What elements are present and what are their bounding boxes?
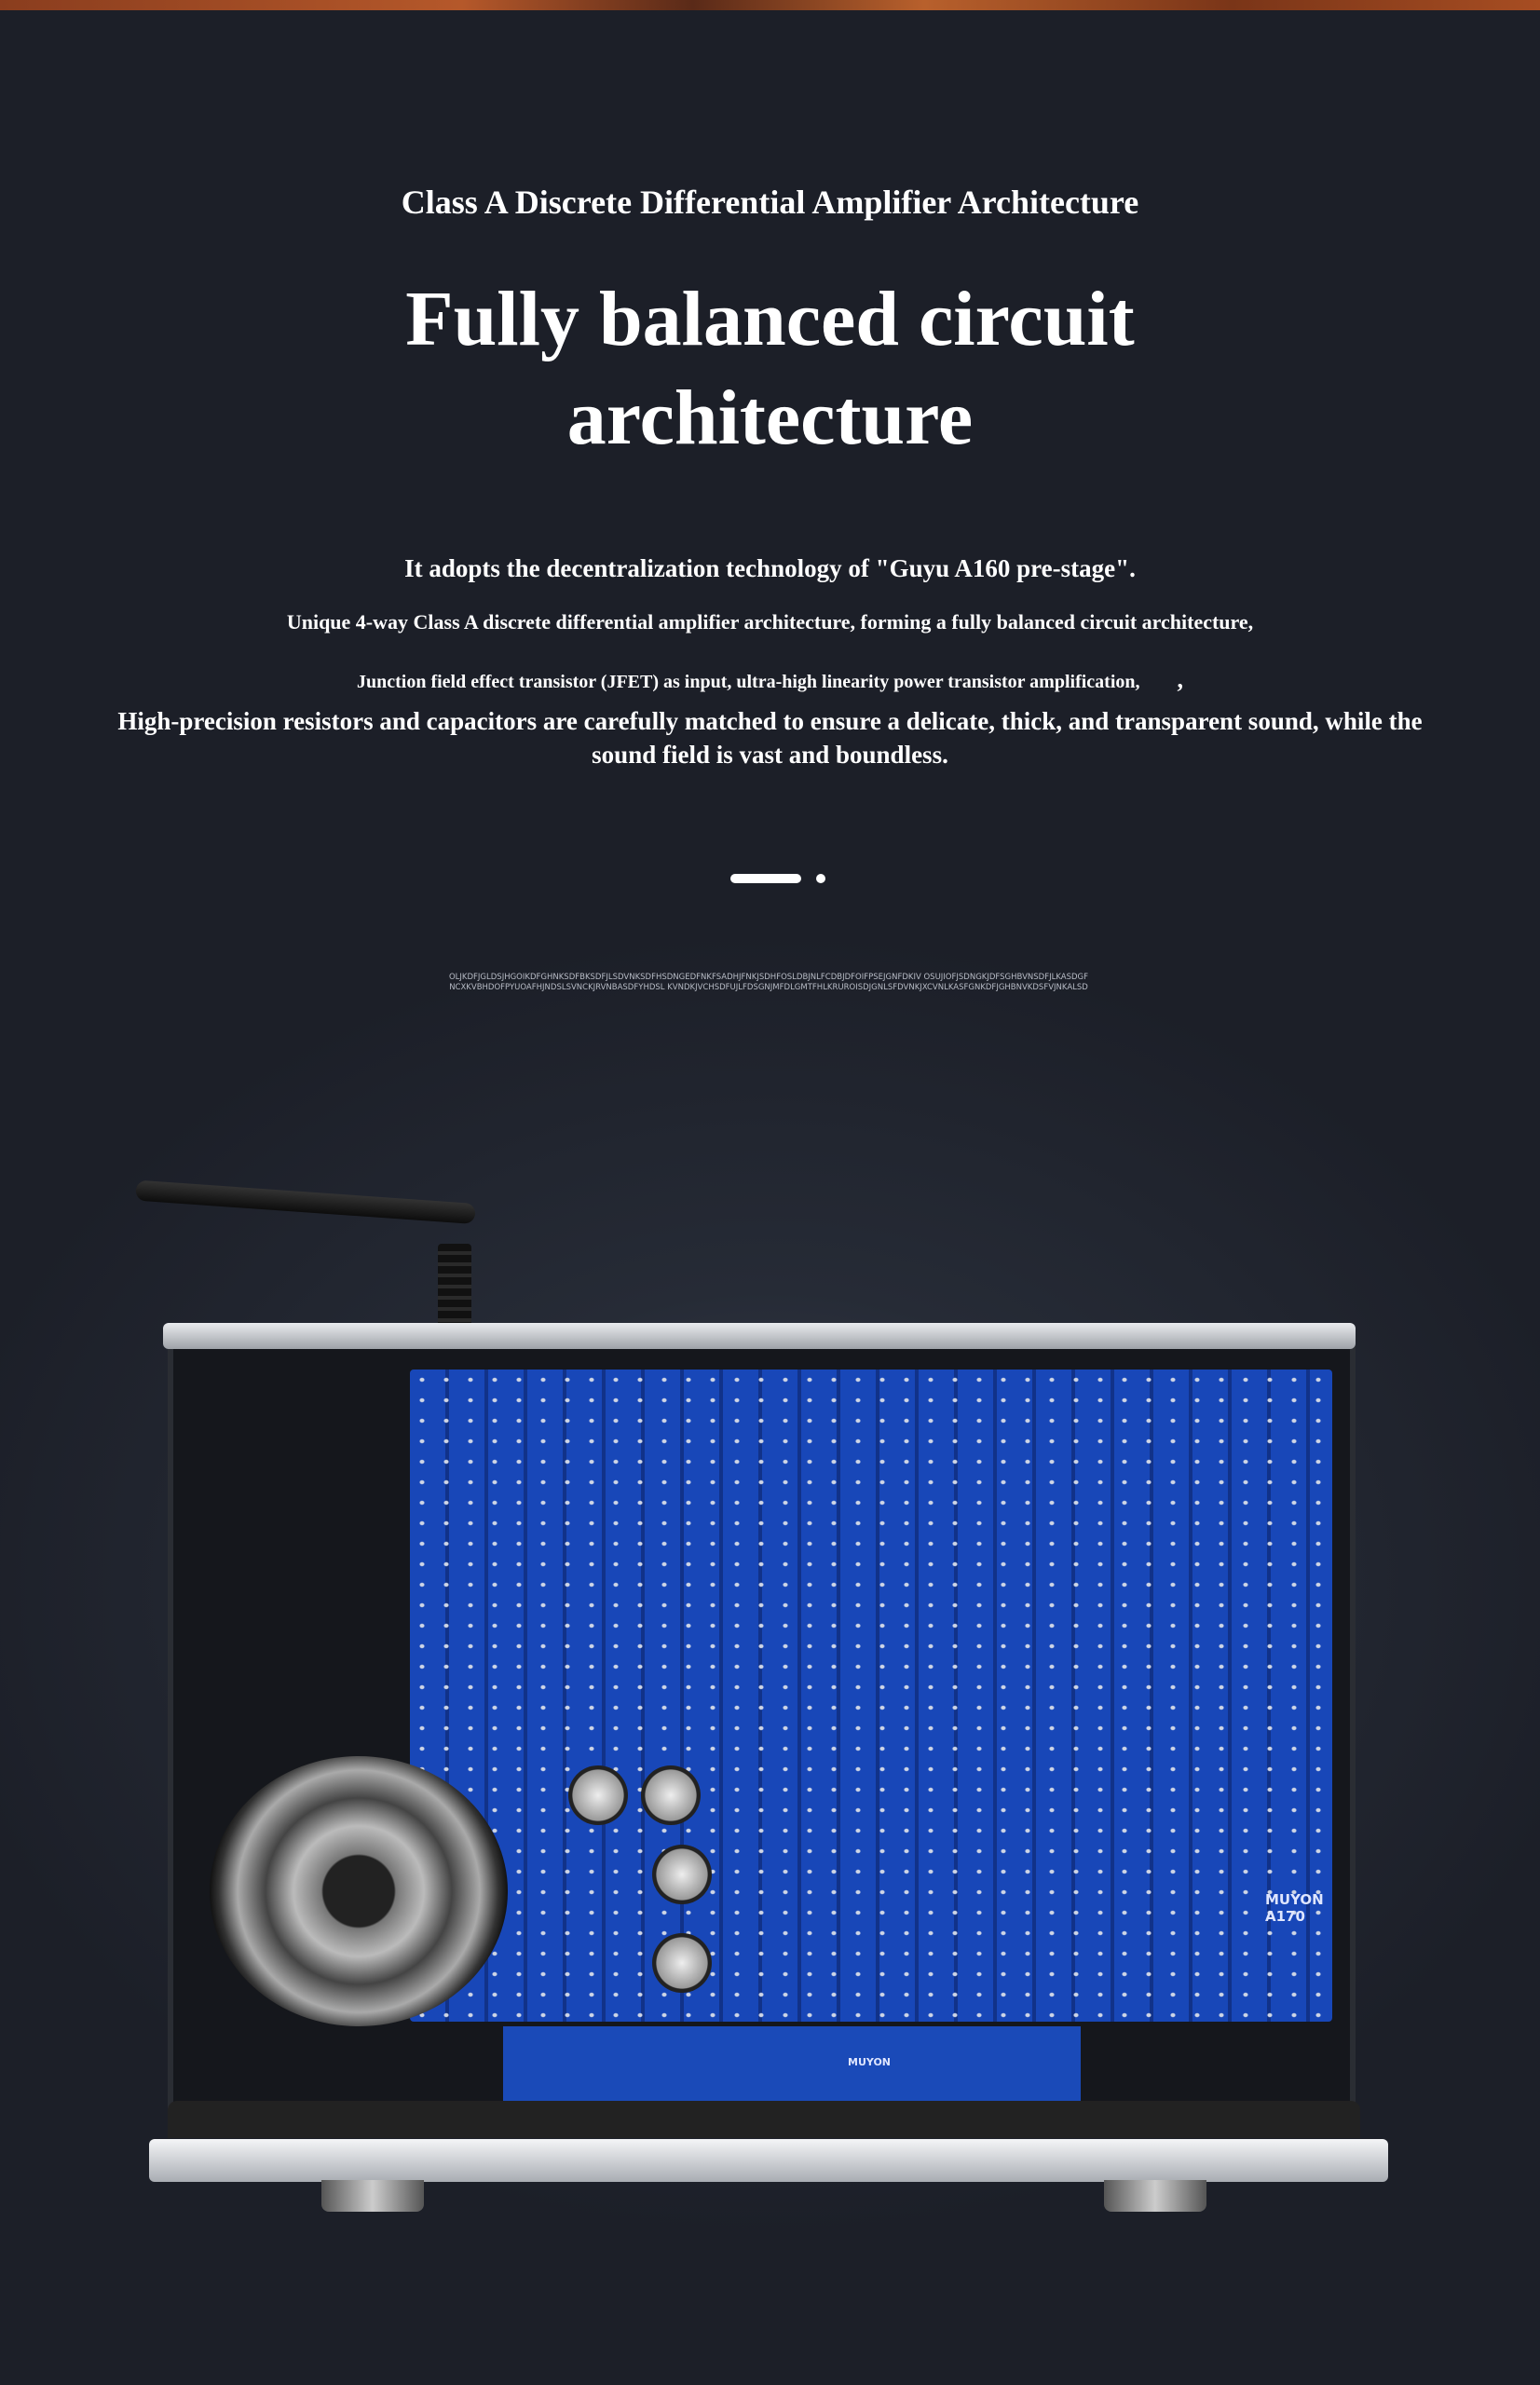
main-circuit-board (410, 1370, 1332, 2022)
antenna (135, 1180, 476, 1224)
title-line-1: Fully balanced circuit (405, 276, 1135, 362)
foot (321, 2180, 424, 2212)
front-board-logo: MUYON (848, 2056, 892, 2068)
antenna-connector (438, 1244, 471, 1332)
board-logo-text: MUYON (1265, 1891, 1324, 1908)
capacitor (641, 1765, 701, 1825)
front-panel (149, 2139, 1388, 2182)
description-line-1: It adopts the decentralization technology of "Guyu A160 pre-stage". (404, 554, 1136, 582)
title-line-2: architecture (566, 375, 974, 461)
rear-panel (163, 1323, 1356, 1349)
capacitor (652, 1933, 712, 1993)
board-model-text: A170 (1265, 1908, 1305, 1925)
stray-comma: , (1177, 666, 1184, 693)
front-panel-top (168, 2101, 1360, 2138)
description-line-3: Junction field effect transistor (JFET) as input, ultra-high linearity power transistor amplification, (356, 672, 1140, 692)
description-line-4: High-precision resistors and capacitors are carefully matched to ensure a delicate, thick, and transparent sound, while the sound field is vast and boundless. (117, 707, 1423, 769)
fine-print: OLJKDFJGLDSJHGOIKDFGHNKSDFBKSDFJLSDVNKSDFHSDNGEDFNKFSADHJFNKJSDHFOSLDBJNLFCDBJDFOIFPSEJGNFDKIV OSUJIOFJSDNGKJDFSGHBVNSDFJLKASDGFNCXKVBHDOFPYUOAFHJNDSLSVNCKJRVNBASDFYHDSL KVNDKJVCHSDFUJLFDSGNJMFDLGMTFHLKRUROISDJGNLSFDVNKJXCVNLKASFGNKDFJGHBNVKDSFVJNKALSD (448, 973, 1088, 992)
front-circuit-board (503, 2026, 1081, 2101)
board-logo (1265, 1891, 1324, 1925)
capacitor (568, 1765, 628, 1825)
capacitor (652, 1845, 712, 1904)
description-line-2: Unique 4-way Class A discrete differential amplifier architecture, forming a fully balanced circuit architecture, (286, 610, 1254, 634)
foot (1104, 2180, 1206, 2212)
toroidal-transformer (210, 1756, 508, 2026)
section-subtitle: Class A Discrete Differential Amplifier Architecture (401, 184, 1139, 221)
